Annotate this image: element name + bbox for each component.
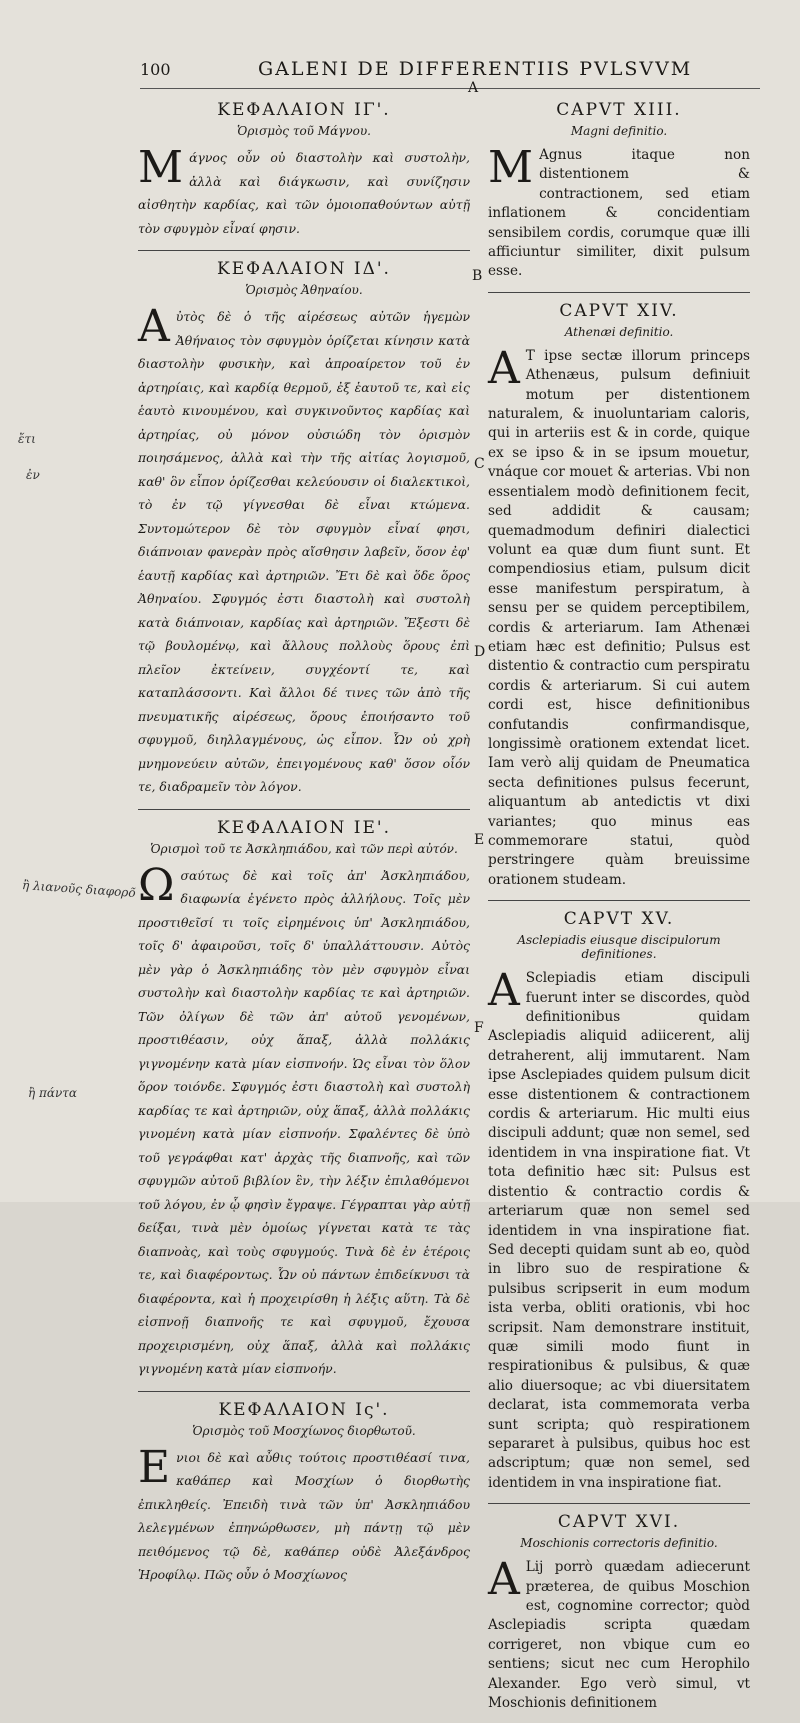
latin-chapter-14	[488, 301, 750, 890]
section-rule	[138, 809, 470, 810]
greek-chapter-14	[138, 259, 470, 799]
drop-cap: Μ	[138, 142, 184, 193]
running-title: GALENI DE DIFFERENTIIS PVLSVVM	[258, 58, 693, 80]
latin-chapter-16	[488, 1512, 750, 1713]
chapter-text	[488, 342, 750, 890]
section-marker-f: F	[474, 1020, 484, 1036]
chapter-title: ΚΕΦΑΛΑΙΟΝ ΙΕ'.	[216, 817, 391, 838]
greek-column	[138, 94, 470, 1597]
chapter-text	[138, 142, 470, 240]
chapter-subtitle: Moschionis correctoris definitio.	[520, 1536, 718, 1551]
greek-chapter-15	[138, 818, 470, 1381]
drop-cap: Α	[138, 301, 170, 352]
margin-note: ἔτι	[18, 432, 36, 446]
chapter-subtitle: Ὁρισμὸς Ἀθηναίου.	[245, 283, 363, 297]
chapter-text-body: Agnus itaque non distentionem & contractionem, sed etiam inflationem & concidentiam sensibilem cordis, corumque quæ illi afficiuntur similiter, dixit pulsum esse.	[488, 147, 750, 280]
chapter-text	[138, 859, 470, 1381]
chapter-title: ΚΕΦΑΛΑΙΟΝ ΙΓ'.	[217, 100, 391, 120]
section-rule	[488, 292, 750, 293]
latin-chapter-15	[488, 909, 750, 1493]
latin-column	[488, 94, 750, 1723]
greek-chapter-13	[138, 100, 470, 240]
chapter-title: CAPVT XIII.	[556, 100, 682, 120]
chapter-text-body: Lij porrò quædam adiecerunt præterea, de quibus Moschion est, cognomine corrector; quòd Asclepiadis scripta quædam corrigeret, non vbique cum eo sentiens; sicut nec cum Herophilo Alexander. Ego verò simul, vt Moschionis definitionem	[488, 1559, 750, 1712]
drop-cap: A	[488, 1554, 520, 1606]
chapter-text	[488, 965, 750, 1493]
chapter-subtitle: Asclepiadis eiusque discipulorum definitiones.	[517, 933, 721, 962]
drop-cap: A	[488, 965, 520, 1017]
chapter-subtitle: Athenæi definitio.	[564, 324, 674, 339]
chapter-title: CAPVT XIV.	[559, 300, 679, 321]
page-number: 100	[140, 60, 171, 79]
margin-note: ἢ πάντα	[28, 1086, 78, 1100]
section-rule	[138, 250, 470, 251]
chapter-text	[488, 1554, 750, 1713]
section-marker-d: D	[474, 644, 486, 660]
section-marker-a: A	[468, 80, 479, 96]
greek-chapter-16	[138, 1400, 470, 1587]
chapter-title: CAPVT XVI.	[557, 1512, 681, 1533]
chapter-text	[488, 142, 750, 282]
drop-cap: Ω	[138, 859, 175, 911]
section-rule	[488, 1503, 750, 1504]
chapter-subtitle: Ὁρισμὸς τοῦ Μάγνου.	[237, 124, 371, 138]
chapter-text-body: Sclepiadis etiam discipuli fuerunt inter se discordes, quòd definitionibus quidam Asclepiadis aliquid adiicerent, alij detraherent, alij immutarent. Nam ipse Asclepiades quidem pulsum dicit esse distentionem & contractionem cordis & arteriarum. Hic multi eius discipuli addunt; quæ non semel, sed identidem in vna inspiratione fiat. Vt tota definitio hæc sit: Pulsus est distentio & contractio cordis & arteriarum quæ non semel sed identidem in vna inspiratione fiat. Sed decepti quidam sunt ab eo, quòd in libro suo de respiratione & pulsibus scripserit in eum modum ista verba, obliti orationis, vbi hoc scripsit. Nam demonstrare instituit, quæ simili modo fiunt in respirationibus & pulsibus, & quæ alio diuersoque; ac vbi diuersitatem declarat, ista commemorata verba sunt scripta; quò respirationem separaret à pulsibus, quibus hoc est adscriptum; quæ non semel, sed identidem in vna inspiratione fiat.	[488, 970, 750, 1491]
section-rule	[138, 1391, 470, 1392]
chapter-subtitle: Ὁρισμοὶ τοῦ τε Ἀσκληπιάδου, καὶ τῶν περὶ αὐτόν.	[150, 841, 458, 856]
chapter-subtitle: Magni definitio.	[570, 124, 668, 138]
chapter-title: ΚΕΦΑΛΑΙΟΝ ΙΔ'.	[217, 259, 391, 279]
chapter-text-body: σαύτως δὲ καὶ τοῖς ἀπ' Ἀσκληπιάδου, διαφωνία ἐγένετο πρὸς ἀλλήλους. Τοῖς μὲν προστιθεῖσί τι τοῖς εἰρημένοις ὑπ' Ἀσκληπιάδου, τοῖς δ' ἀφαιροῦσι, τοῖς δ' ὑπαλλάττουσιν. Αὐτὸς μὲν γὰρ ὁ Ἀσκληπιάδης τὸν μὲν σφυγμὸν εἶναι συστολὴν καὶ διαστολὴν καρδίας τε καὶ ἀρτηριῶν. Τῶν ὀλίγων δὲ τῶν ἀπ' αὐτοῦ γενομένων, προστιθέασιν, οὐχ ἅπαξ, ἀλλὰ πολλάκις γιγνομένην κατὰ μίαν εἰσπνοήν. Ὡς εἶναι τὸν ὅλον ὅρον τοιόνδε. Σφυγμός ἐστι διαστολὴ καὶ συστολὴ καρδίας τε καὶ ἀρτηριῶν, οὐχ ἅπαξ, ἀλλὰ πολλάκις γινομένη κατὰ μίαν εἰσπνοήν. Σφαλέντες δὲ ὑπὸ τοῦ γεγράφθαι κατ' ἀρχὰς τῆς διαπνοῆς, καὶ τῶν σφυγμῶν αὐτοῦ βιβλίον ἓν, τὴν λέξιν ἐπιλαθόμενοι τοῦ λόγου, ἐν ᾧ φησὶν ἔγραψε. Γέγραπται γὰρ αὐτῇ δείξαι, τινὰ μὲν ὁμοίως γίγνεται κατὰ τε τὰς διαπνοὰς, καὶ τοὺς σφυγμούς. Τινὰ δὲ ἐν ἑτέροις τε, καὶ διαφέροντως. Ὧν οὐ πάντων ἐπιδείκνυσι τὰ διαφέροντα, καὶ ἡ προχειρίσθη ἡ λέξις αὕτη. Τὰ δὲ εἰσπνοῇ διαπνοῆς τε καὶ σφυγμοῦ, ἔχουσα προχειρισμένη, οὐχ ἅπαξ, ἀλλὰ καὶ πολλάκις γιγνομένη κατὰ μίαν εἰσπνοήν.	[138, 867, 470, 1376]
section-marker-c: C	[474, 456, 485, 472]
chapter-title: CAPVT XV.	[563, 909, 675, 930]
drop-cap: Ε	[138, 1441, 171, 1493]
drop-cap: A	[488, 342, 520, 394]
chapter-text-body: άγνος οὖν οὐ διαστολὴν καὶ συστολὴν, ἀλλὰ καὶ διάγκωσιν, καὶ συνίζησιν αἰσθητὴν καρδίας, καὶ τῶν ὁμοιοπαθούντων αὐτῇ τὸν σφυγμὸν εἶναί φησιν.	[138, 150, 470, 236]
header-rule	[140, 88, 760, 89]
margin-note: ἢ λιανοῦς διαφορο̃	[21, 878, 137, 900]
chapter-subtitle: Ὁρισμὸς τοῦ Μοσχίωνος διορθωτοῦ.	[192, 1423, 416, 1438]
chapter-text-body: T ipse sectæ illorum princeps Athenæus, pulsum definiuit motum per distentionem naturalem, & inuoluntariam caloris, qui in arteriis est & in corde, quique ex se ipso & in se ipsum mouetur, vnáque cor mouet & arterias. Vbi non essentialem modò definitionem fecit, sed addidit & causam; quemadmodum definiri dialectici volunt ea quæ dum fiunt sunt. Et compendiosius etiam, pulsum dicit esse manifestum perspiratum, à sensu per se quidem perceptibilem, cordis & arteriarum. Iam Athenæi etiam hæc est definitio; Pulsus est distentio & contractio cum perspiratu cordis & arteriarum. Si cui autem cordi est, hisce definitionibus confutandis confirmandisque, longissimè orationem extendat licet. Iam verò alij quidam de Pneumatica secta definitiones pulsus fecerunt, aliquantum ab antedictis vt dixi variantes; quo minus eas commemorare statui, quòd perstringere quàm breuissime orationem studeam.	[488, 347, 750, 888]
section-marker-b: B	[472, 268, 483, 284]
drop-cap: M	[488, 142, 534, 193]
chapter-text	[138, 301, 470, 799]
section-rule	[488, 900, 750, 901]
chapter-text	[138, 1441, 470, 1587]
page-header	[140, 58, 740, 84]
latin-chapter-13	[488, 100, 750, 282]
chapter-title: ΚΕΦΑΛΑΙΟΝ Ις'.	[218, 1399, 390, 1420]
chapter-text-body: νιοι δὲ καὶ αὖθις τούτοις προστιθέασί τινα, καθάπερ καὶ Μοσχίων ὁ διορθωτὴς ἐπικληθείς. Ἐπειδὴ τινὰ τῶν ὑπ' Ἀσκληπιάδου λελεγμένων ἐπηνώρθωσεν, μὴ πάντῃ τῷ μὲν πειθόμενος τῷ δὲ, καθάπερ οὐδὲ Ἀλεξάνδρος Ἡροφίλῳ. Πῶς οὖν ὁ Μοσχίωνος	[138, 1449, 470, 1582]
margin-note: ἐν	[26, 468, 40, 482]
section-marker-e: E	[474, 832, 485, 848]
chapter-text-body: ὐτὸς δὲ ὁ τῆς αἱρέσεως αὐτῶν ἡγεμὼν Ἀθήναιος τὸν σφυγμὸν ὁρίζεται κίνησιν κατὰ διαστολὴν φυσικὴν, καὶ ἀπροαίρετον τοῦ ἐν ἀρτηρίαις, καὶ καρδίᾳ θερμοῦ, ἐξ ἑαυτοῦ τε, καὶ εἰς ἑαυτὸ κινουμένου, καὶ συγκινοῦντος καρδίας καὶ ἀρτηρίας, οὐ μόνον οὐσιώδη τὸν ὁρισμὸν ποιησάμενος, ἀλλὰ καὶ τὴν τῆς αἰτίας λογισμοῦ, καθ' ὃν εἶπον ὁρίζεσθαι κελεύουσιν οἱ διαλεκτικοὶ, τὸ ἐν τῷ γίγνεσθαι δὲ εἶναι κτώμενα. Συντομώτερον δὲ τὸν σφυγμὸν εἶναί φησι, διάπνοιαν φανερὰν πρὸς αἴσθησιν λαβεῖν, ὅσον ἐφ' ἑαυτῇ καρδίας καὶ ἀρτηριῶν. Ἔτι δὲ καὶ ὅδε ὅρος Ἀθηναίου. Σφυγμός ἐστι διαστολὴ καὶ συστολὴ κατὰ διάπνοιαν, καρδίας καὶ ἀρτηριῶν. Ἔξεστι δὲ τῷ βουλομένῳ, καὶ ἄλλους πολλοὺς ὅρους ἐπὶ πλεῖον ἐκτείνειν, συγχέοντί τε, καὶ καταπλάσσοντι. Καὶ ἄλλοι δέ τινες τῶν ἀπὸ τῆς πνευματικῆς αἱρέσεως, ὅρους ἐποιήσαντο τοῦ σφυγμοῦ, διηλλαγμένους, ὡς εἶπον. Ὧν οὐ χρὴ μνημονεύειν αὐτῶν, ἐπειγομένους καθ' ὅσον οἷόν τε, διαδραμεῖν τὸν λόγον.	[138, 309, 470, 794]
